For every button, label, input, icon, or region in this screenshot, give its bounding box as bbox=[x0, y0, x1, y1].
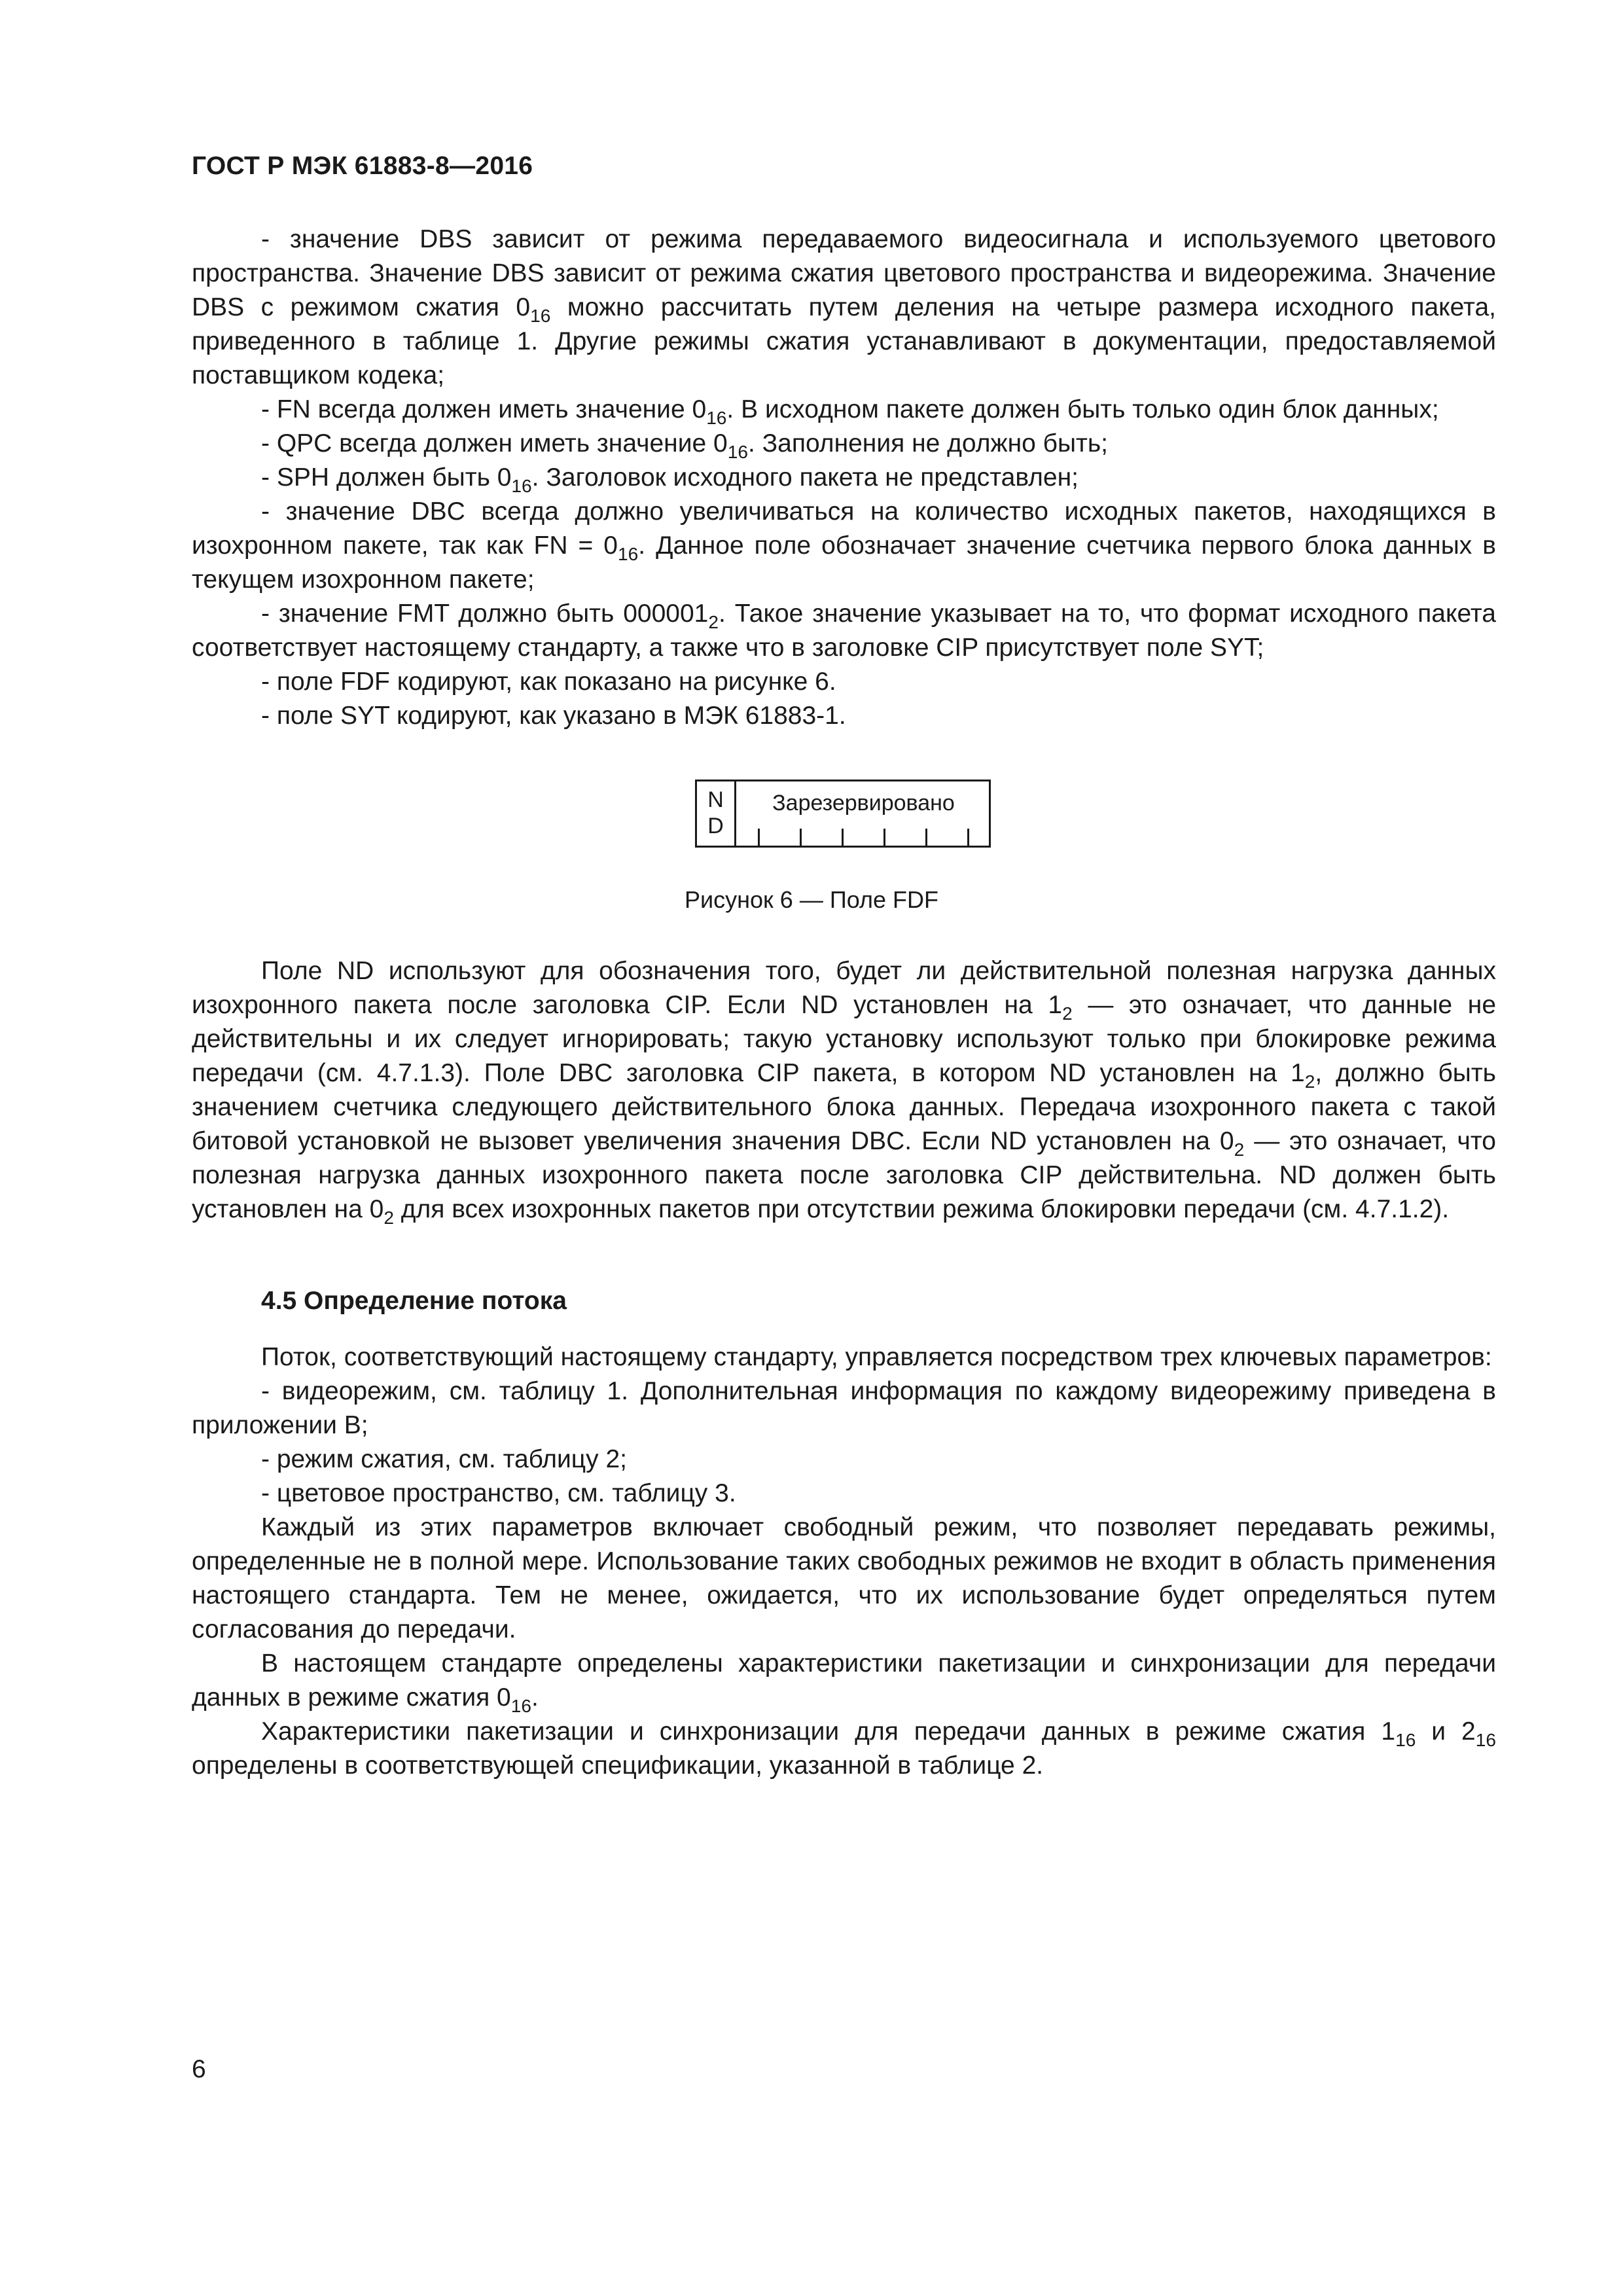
paragraph-sph: - SPH должен быть $0_{16}$. Заголовок исходного пакета не представлен; bbox=[261, 463, 1079, 496]
paragraph-stream: Поток, соответствующий настоящему стандарту, управляется посредством трех ключевых параметров: bbox=[261, 1343, 1492, 1371]
bit-tick bbox=[883, 829, 885, 846]
section-heading: 4.5 Определение потока bbox=[261, 1287, 567, 1315]
paragraph-mode-0: В настоящем стандарте определены характеристики пакетизации и синхронизации для передачи данных в режиме сжатия $0_{16}$. bbox=[192, 1649, 1496, 1716]
paragraph-free-mode: Каждый из этих параметров включает свободный режим, что позволяет передавать режимы, определенные не в полной мере. Использование таких свободных режимов не входит в область применения настоящего стандарта. Тем не менее, ожидается, что их использование будет определяться путем согласования до передачи. bbox=[192, 1513, 1496, 1643]
requirements-list bbox=[192, 223, 1496, 733]
document-header: ГОСТ Р МЭК 61883-8—2016 bbox=[192, 152, 533, 180]
paragraph-fdf: - поле FDF кодируют, как показано на рисунке 6. bbox=[261, 668, 836, 696]
paragraph-fmt: - значение FMT должно быть $000001_2$. Такое значение указывает на то, что формат исходного пакета соответствует настоящему стандарту, а также что в заголовке CIP присутствует поле SYT; bbox=[192, 600, 1496, 662]
paragraph-syt: - поле SYT кодируют, как указано в МЭК 61883-1. bbox=[261, 702, 846, 730]
paragraph-fn: - FN всегда должен иметь значение $0_{16}$. В исходном пакете должен быть только один блок данных; bbox=[261, 395, 1439, 428]
paragraph-nd: Поле ND используют для обозначения того, будет ли действительной полезная нагрузка данных изохронного пакета после заголовка CIP. Если ND установлен на $1_2$ — это означает, что данные не действительны и их следует игнорировать; такую установку используют только при блокировке режима передачи (см. 4.7.1.3). Поле DBC заголовка CIP пакета, в котором ND установлен на $1_2$, должно быть значением счетчика следующего действительного блока данных. Передача изохронного пакета с такой битовой установкой не вызовет увеличения значения DBC. Если ND установлен на $0_2$ — это означает, что полезная нагрузка данных изохронного пакета после заголовка CIP действительна. ND должен быть установлен на $0_2$ для всех изохронных пакетов при отсутствии режима блокировки передачи (см. 4.7.1.2). bbox=[192, 957, 1497, 1228]
bit-tick bbox=[758, 829, 760, 846]
bit-tick bbox=[842, 829, 844, 846]
list-item: - видеорежим, см. таблицу 1. Дополнительная информация по каждому видеорежиму приведена в приложении В; bbox=[192, 1377, 1496, 1439]
paragraph-dbs: - значение DBS зависит от режима передаваемого видеосигнала и используемого цветового пространства. Значение DBS зависит от режима сжатия цветового пространства и видеорежима. Значение DBS с режимом сжатия $0_{16}$ можно рассчитать путем деления на четыре размера исходного пакета, приведенного в таблице 1. Другие режимы сжатия устанавливают в документации, предоставляемой поставщиком кодека; bbox=[192, 225, 1497, 389]
bit-tick-marks bbox=[738, 829, 989, 846]
list-item: - цветовое пространство, см. таблицу 3. bbox=[261, 1479, 736, 1507]
fdf-field-diagram bbox=[695, 780, 991, 848]
bit-tick bbox=[967, 829, 969, 846]
stream-definition bbox=[192, 1340, 1496, 1783]
nd-description bbox=[192, 954, 1496, 1227]
page-number: 6 bbox=[192, 2055, 206, 2083]
paragraph-mode-1-2: Характеристики пакетизации и синхронизации для передачи данных в режиме сжатия $1_{16}$ и $2_{16}$ определены в соответствующей спецификации, указанной в таблице 2. bbox=[192, 1717, 1496, 1780]
nd-bit-cell: N D bbox=[697, 781, 736, 846]
bit-tick bbox=[800, 829, 802, 846]
figure-caption: Рисунок 6 — Поле FDF bbox=[685, 886, 938, 913]
reserved-bits-label: Зарезервировано bbox=[772, 791, 955, 816]
list-item: - режим сжатия, см. таблицу 2; bbox=[261, 1445, 628, 1473]
paragraph-qpc: - QPC всегда должен иметь значение $0_{16}$. Заполнения не должно быть; bbox=[261, 429, 1109, 462]
paragraph-dbc: - значение DBC всегда должно увеличиваться на количество исходных пакетов, находящихся в изохронном пакете, так как FN = $0_{16}$. Данное поле обозначает значение счетчика первого блока данных в текущем изохронном пакете; bbox=[192, 497, 1496, 594]
bit-tick bbox=[925, 829, 927, 846]
